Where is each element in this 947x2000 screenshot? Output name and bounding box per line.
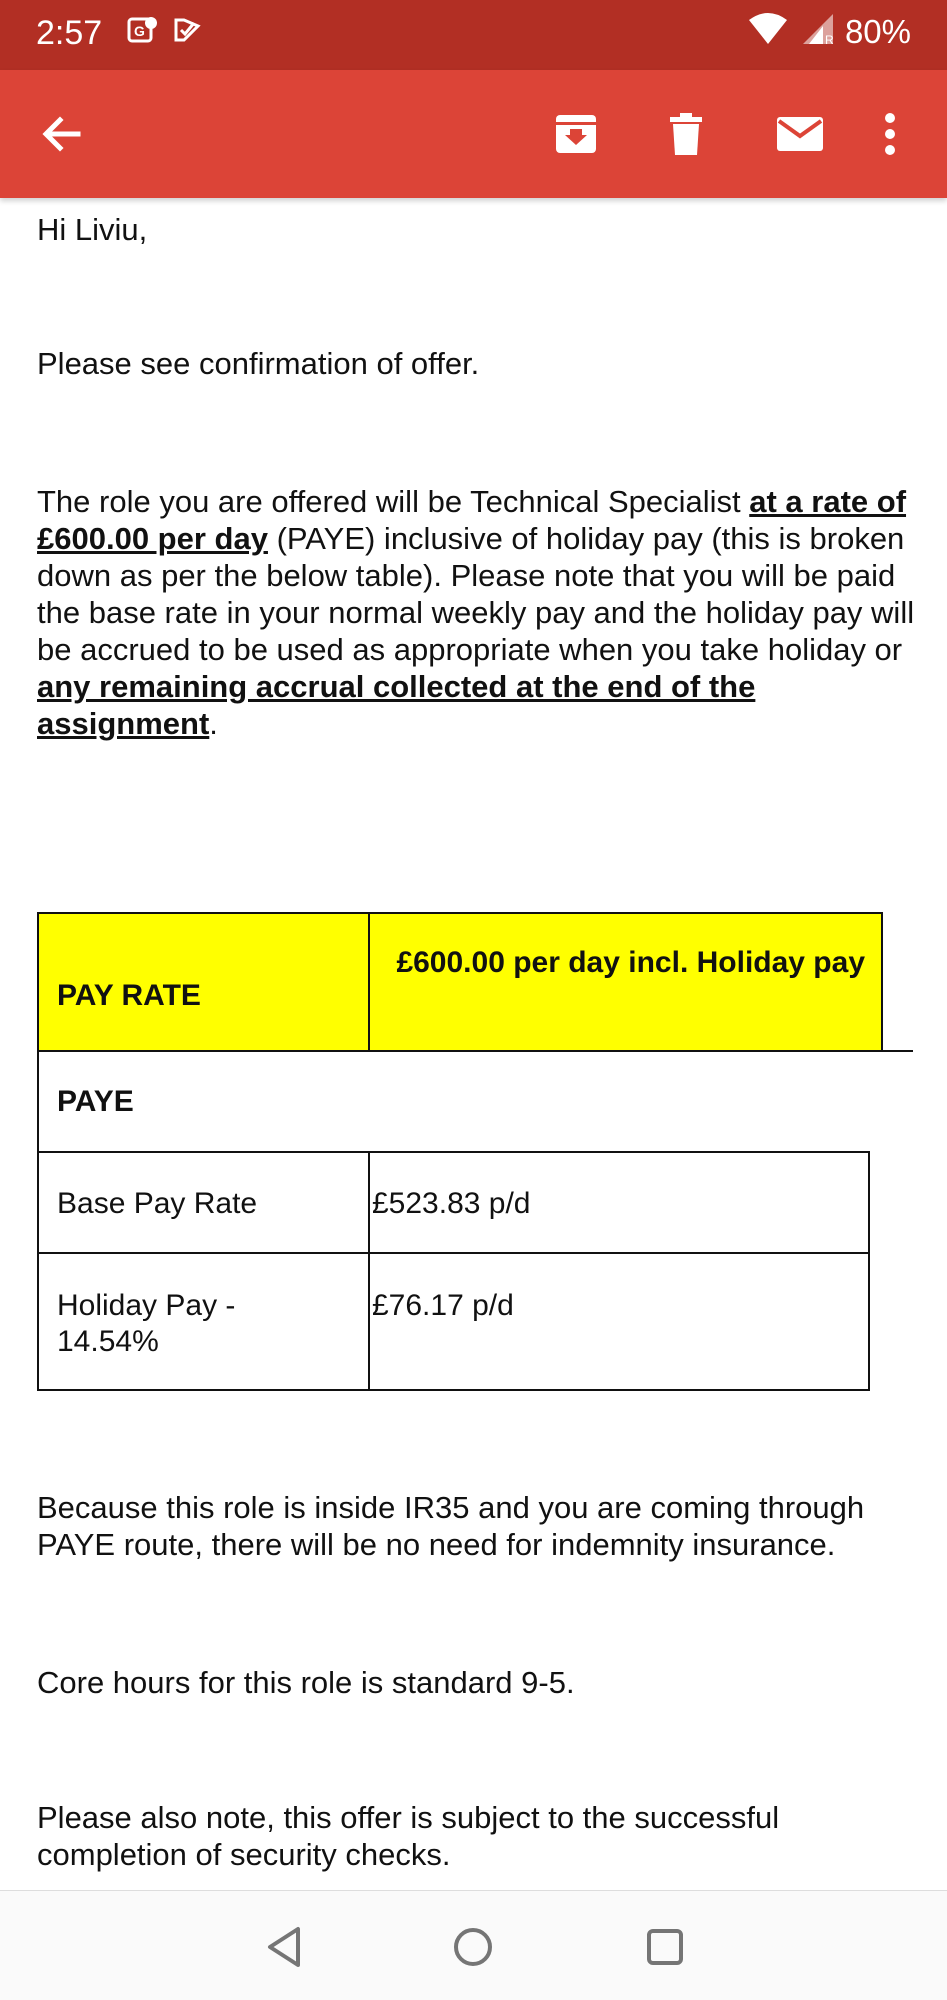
pay-rate-header-value-cell xyxy=(368,912,883,1052)
accrual-link[interactable]: any remaining accrual collected at the end of the assignment xyxy=(37,669,756,741)
email-toolbar xyxy=(0,70,947,198)
holiday-pay-label: Holiday Pay - 14.54% xyxy=(57,1289,236,1358)
email-greeting: Hi Liviu, xyxy=(37,212,148,247)
back-arrow-icon[interactable] xyxy=(36,108,88,160)
rate-link[interactable]: at a rate of £600.00 per day xyxy=(37,484,907,556)
checkmark-notification-icon xyxy=(172,14,204,51)
archive-icon[interactable] xyxy=(550,108,602,160)
signal-icon xyxy=(799,12,835,51)
hours-paragraph: Core hours for this role is standard 9-5. xyxy=(37,1665,575,1700)
pay-rate-value: £600.00 per day incl. Holiday pay xyxy=(396,946,865,979)
more-options-icon[interactable] xyxy=(872,108,908,160)
svg-text:G: G xyxy=(134,23,145,39)
table-row xyxy=(37,1151,370,1254)
pay-rate-header-label-cell xyxy=(37,912,370,1052)
mark-unread-icon[interactable] xyxy=(772,108,828,160)
recents-nav-icon[interactable] xyxy=(637,1919,693,1975)
security-paragraph: Please also note, this offer is subject to the successful completion of security checks. xyxy=(37,1800,780,1872)
offer-paragraph: The role you are offered will be Technical Specialist at a rate of £600.00 per day (PAYE) inclusive of holiday pay (this is broken down as per the below table). Please note that you will be paid the base rate in your normal weekly pay and the holiday pay will be accrued to be used as appropriate when you take holiday or any remaining accrual collected at the end of the assignment. xyxy=(37,484,915,741)
maps-icon xyxy=(126,14,158,51)
base-pay-label: Base Pay Rate xyxy=(57,1187,258,1220)
email-intro: Please see confirmation of offer. xyxy=(37,346,480,381)
delete-icon[interactable] xyxy=(660,108,712,160)
table-row xyxy=(368,1151,870,1254)
ir35-paragraph: Because this role is inside IR35 and you are coming through PAYE route, there will be no need for indemnity insurance. xyxy=(37,1490,865,1562)
home-nav-icon[interactable] xyxy=(445,1919,501,1975)
wifi-icon xyxy=(747,12,789,51)
battery-percent: 80% xyxy=(844,12,911,50)
pay-rate-label: PAY RATE xyxy=(57,979,201,1012)
table-row xyxy=(368,1252,870,1391)
status-time: 2:57 xyxy=(36,14,103,52)
system-nav-bar xyxy=(0,1890,947,2000)
holiday-pay-value: £76.17 p/d xyxy=(372,1289,514,1322)
status-bar xyxy=(0,0,947,70)
svg-text:R: R xyxy=(824,33,834,46)
table-row xyxy=(37,1252,370,1391)
paye-section-cell xyxy=(37,1050,370,1153)
back-nav-icon[interactable] xyxy=(256,1919,312,1975)
paye-section-label: PAYE xyxy=(57,1085,134,1118)
base-pay-value: £523.83 p/d xyxy=(372,1187,531,1220)
